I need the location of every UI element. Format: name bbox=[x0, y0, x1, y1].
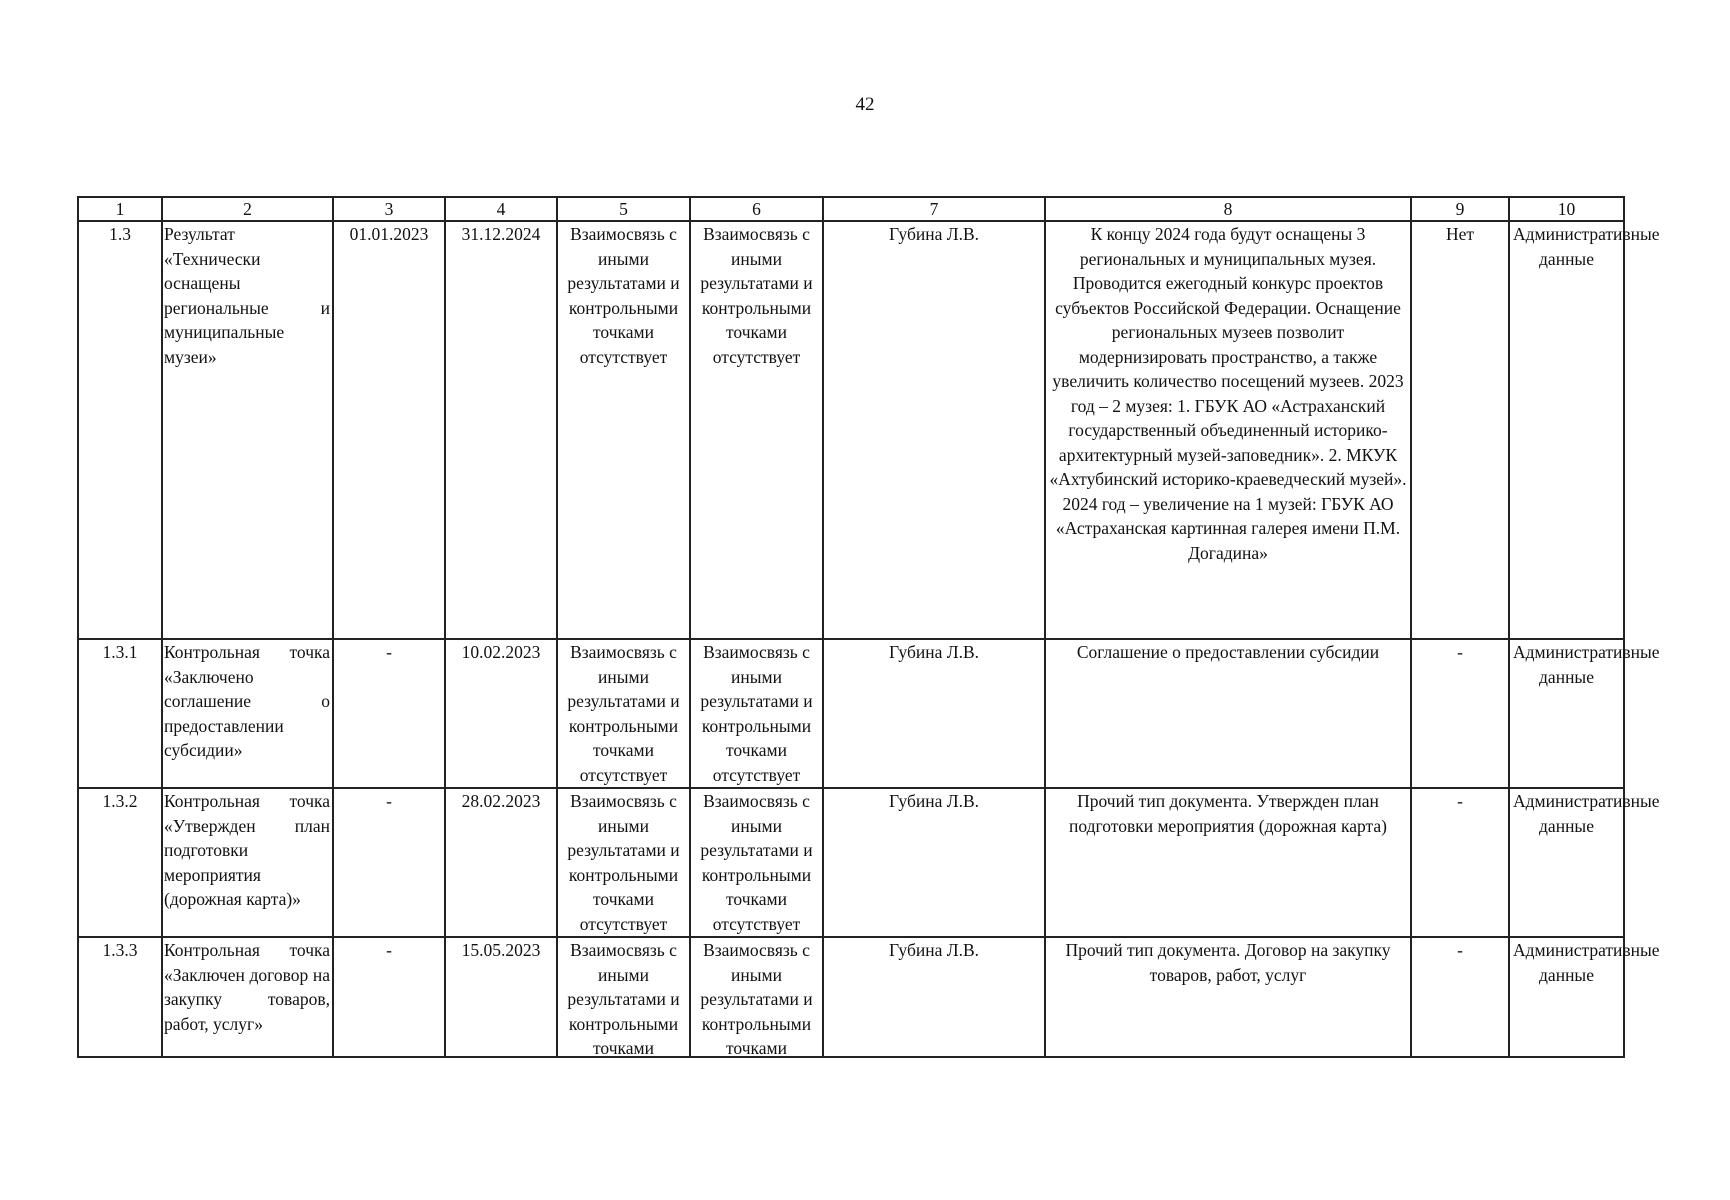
start-date: - bbox=[333, 937, 445, 1057]
column-header: 9 bbox=[1411, 197, 1509, 221]
start-date: 01.01.2023 bbox=[333, 221, 445, 639]
relation-prev: Взаимосвязь с иными результатами и контрольными точками отсутствует bbox=[557, 639, 690, 788]
row-flag: - bbox=[1411, 639, 1509, 788]
table-row bbox=[78, 937, 1624, 1057]
data-source: Административные данные bbox=[1509, 937, 1624, 1057]
row-number: 1.3.2 bbox=[78, 788, 162, 937]
column-header: 1 bbox=[78, 197, 162, 221]
column-header: 4 bbox=[445, 197, 557, 221]
column-header: 8 bbox=[1045, 197, 1411, 221]
end-date: 15.05.2023 bbox=[445, 937, 557, 1057]
data-source: Административные данные bbox=[1509, 639, 1624, 788]
relation-next-text: Взаимосвязь с иными результатами и контрольными точками bbox=[700, 940, 813, 1058]
row-number: 1.3 bbox=[78, 221, 162, 639]
column-header: 2 bbox=[162, 197, 333, 221]
row-description: Прочий тип документа. Договор на закупку товаров, работ, услуг bbox=[1045, 937, 1411, 1057]
relation-prev bbox=[557, 937, 690, 1057]
row-flag: - bbox=[1411, 788, 1509, 937]
column-header: 5 bbox=[557, 197, 690, 221]
end-date: 31.12.2024 bbox=[445, 221, 557, 639]
row-description: Прочий тип документа. Утвержден план подготовки мероприятия (дорожная карта) bbox=[1045, 788, 1411, 937]
row-name: Результат «Технически оснащены региональные и муниципальные музеи» bbox=[162, 221, 333, 639]
responsible-person: Губина Л.В. bbox=[823, 221, 1045, 639]
table-row bbox=[78, 221, 1624, 639]
row-name: Контрольная точка «Заключено соглашение о предоставлении субсидии» bbox=[162, 639, 333, 788]
row-description: Соглашение о предоставлении субсидии bbox=[1045, 639, 1411, 788]
responsible-person: Губина Л.В. bbox=[823, 937, 1045, 1057]
plan-table bbox=[77, 196, 1660, 1058]
column-header: 6 bbox=[690, 197, 823, 221]
data-source: Административные данные bbox=[1509, 788, 1624, 937]
relation-next: Взаимосвязь с иными результатами и контрольными точками отсутствует bbox=[690, 788, 823, 937]
column-header: 7 bbox=[823, 197, 1045, 221]
relation-next bbox=[690, 937, 823, 1057]
table-row bbox=[78, 639, 1624, 788]
responsible-person: Губина Л.В. bbox=[823, 788, 1045, 937]
row-flag: Нет bbox=[1411, 221, 1509, 639]
start-date: - bbox=[333, 788, 445, 937]
row-name: Контрольная точка «Утвержден план подготовки мероприятия (дорожная карта)» bbox=[162, 788, 333, 937]
header-row bbox=[78, 197, 1624, 221]
table-row bbox=[78, 788, 1624, 937]
data-source: Административные данные bbox=[1509, 221, 1624, 639]
row-description: К концу 2024 года будут оснащены 3 региональных и муниципальных музея. Проводится ежегодный конкурс проектов субъектов Российской Федерации. Оснащение региональных музеев позволит модернизировать пространство, а также увеличить количество посещений музеев. 2023 год – 2 музея: 1. ГБУК АО «Астраханский государственный объединенный историко-архитектурный музей-заповедник». 2. МКУК «Ахтубинский историко-краеведческий музей». 2024 год – увеличение на 1 музей: ГБУК АО «Астраханская картинная галерея имени П.М. Догадина» bbox=[1045, 221, 1411, 639]
column-header: 3 bbox=[333, 197, 445, 221]
end-date: 10.02.2023 bbox=[445, 639, 557, 788]
relation-prev: Взаимосвязь с иными результатами и контрольными точками отсутствует bbox=[557, 788, 690, 937]
row-number: 1.3.1 bbox=[78, 639, 162, 788]
relation-next: Взаимосвязь с иными результатами и контрольными точками отсутствует bbox=[690, 639, 823, 788]
relation-prev-text: Взаимосвязь с иными результатами и контрольными точками bbox=[567, 940, 680, 1058]
column-header: 10 bbox=[1509, 197, 1624, 221]
page-number: 42 bbox=[855, 94, 875, 115]
responsible-person: Губина Л.В. bbox=[823, 639, 1045, 788]
row-name: Контрольная точка «Заключен договор на закупку товаров, работ, услуг» bbox=[162, 937, 333, 1057]
end-date: 28.02.2023 bbox=[445, 788, 557, 937]
start-date: - bbox=[333, 639, 445, 788]
relation-next: Взаимосвязь с иными результатами и контрольными точками отсутствует bbox=[690, 221, 823, 639]
row-number: 1.3.3 bbox=[78, 937, 162, 1057]
relation-prev: Взаимосвязь с иными результатами и контрольными точками отсутствует bbox=[557, 221, 690, 639]
row-flag: - bbox=[1411, 937, 1509, 1057]
